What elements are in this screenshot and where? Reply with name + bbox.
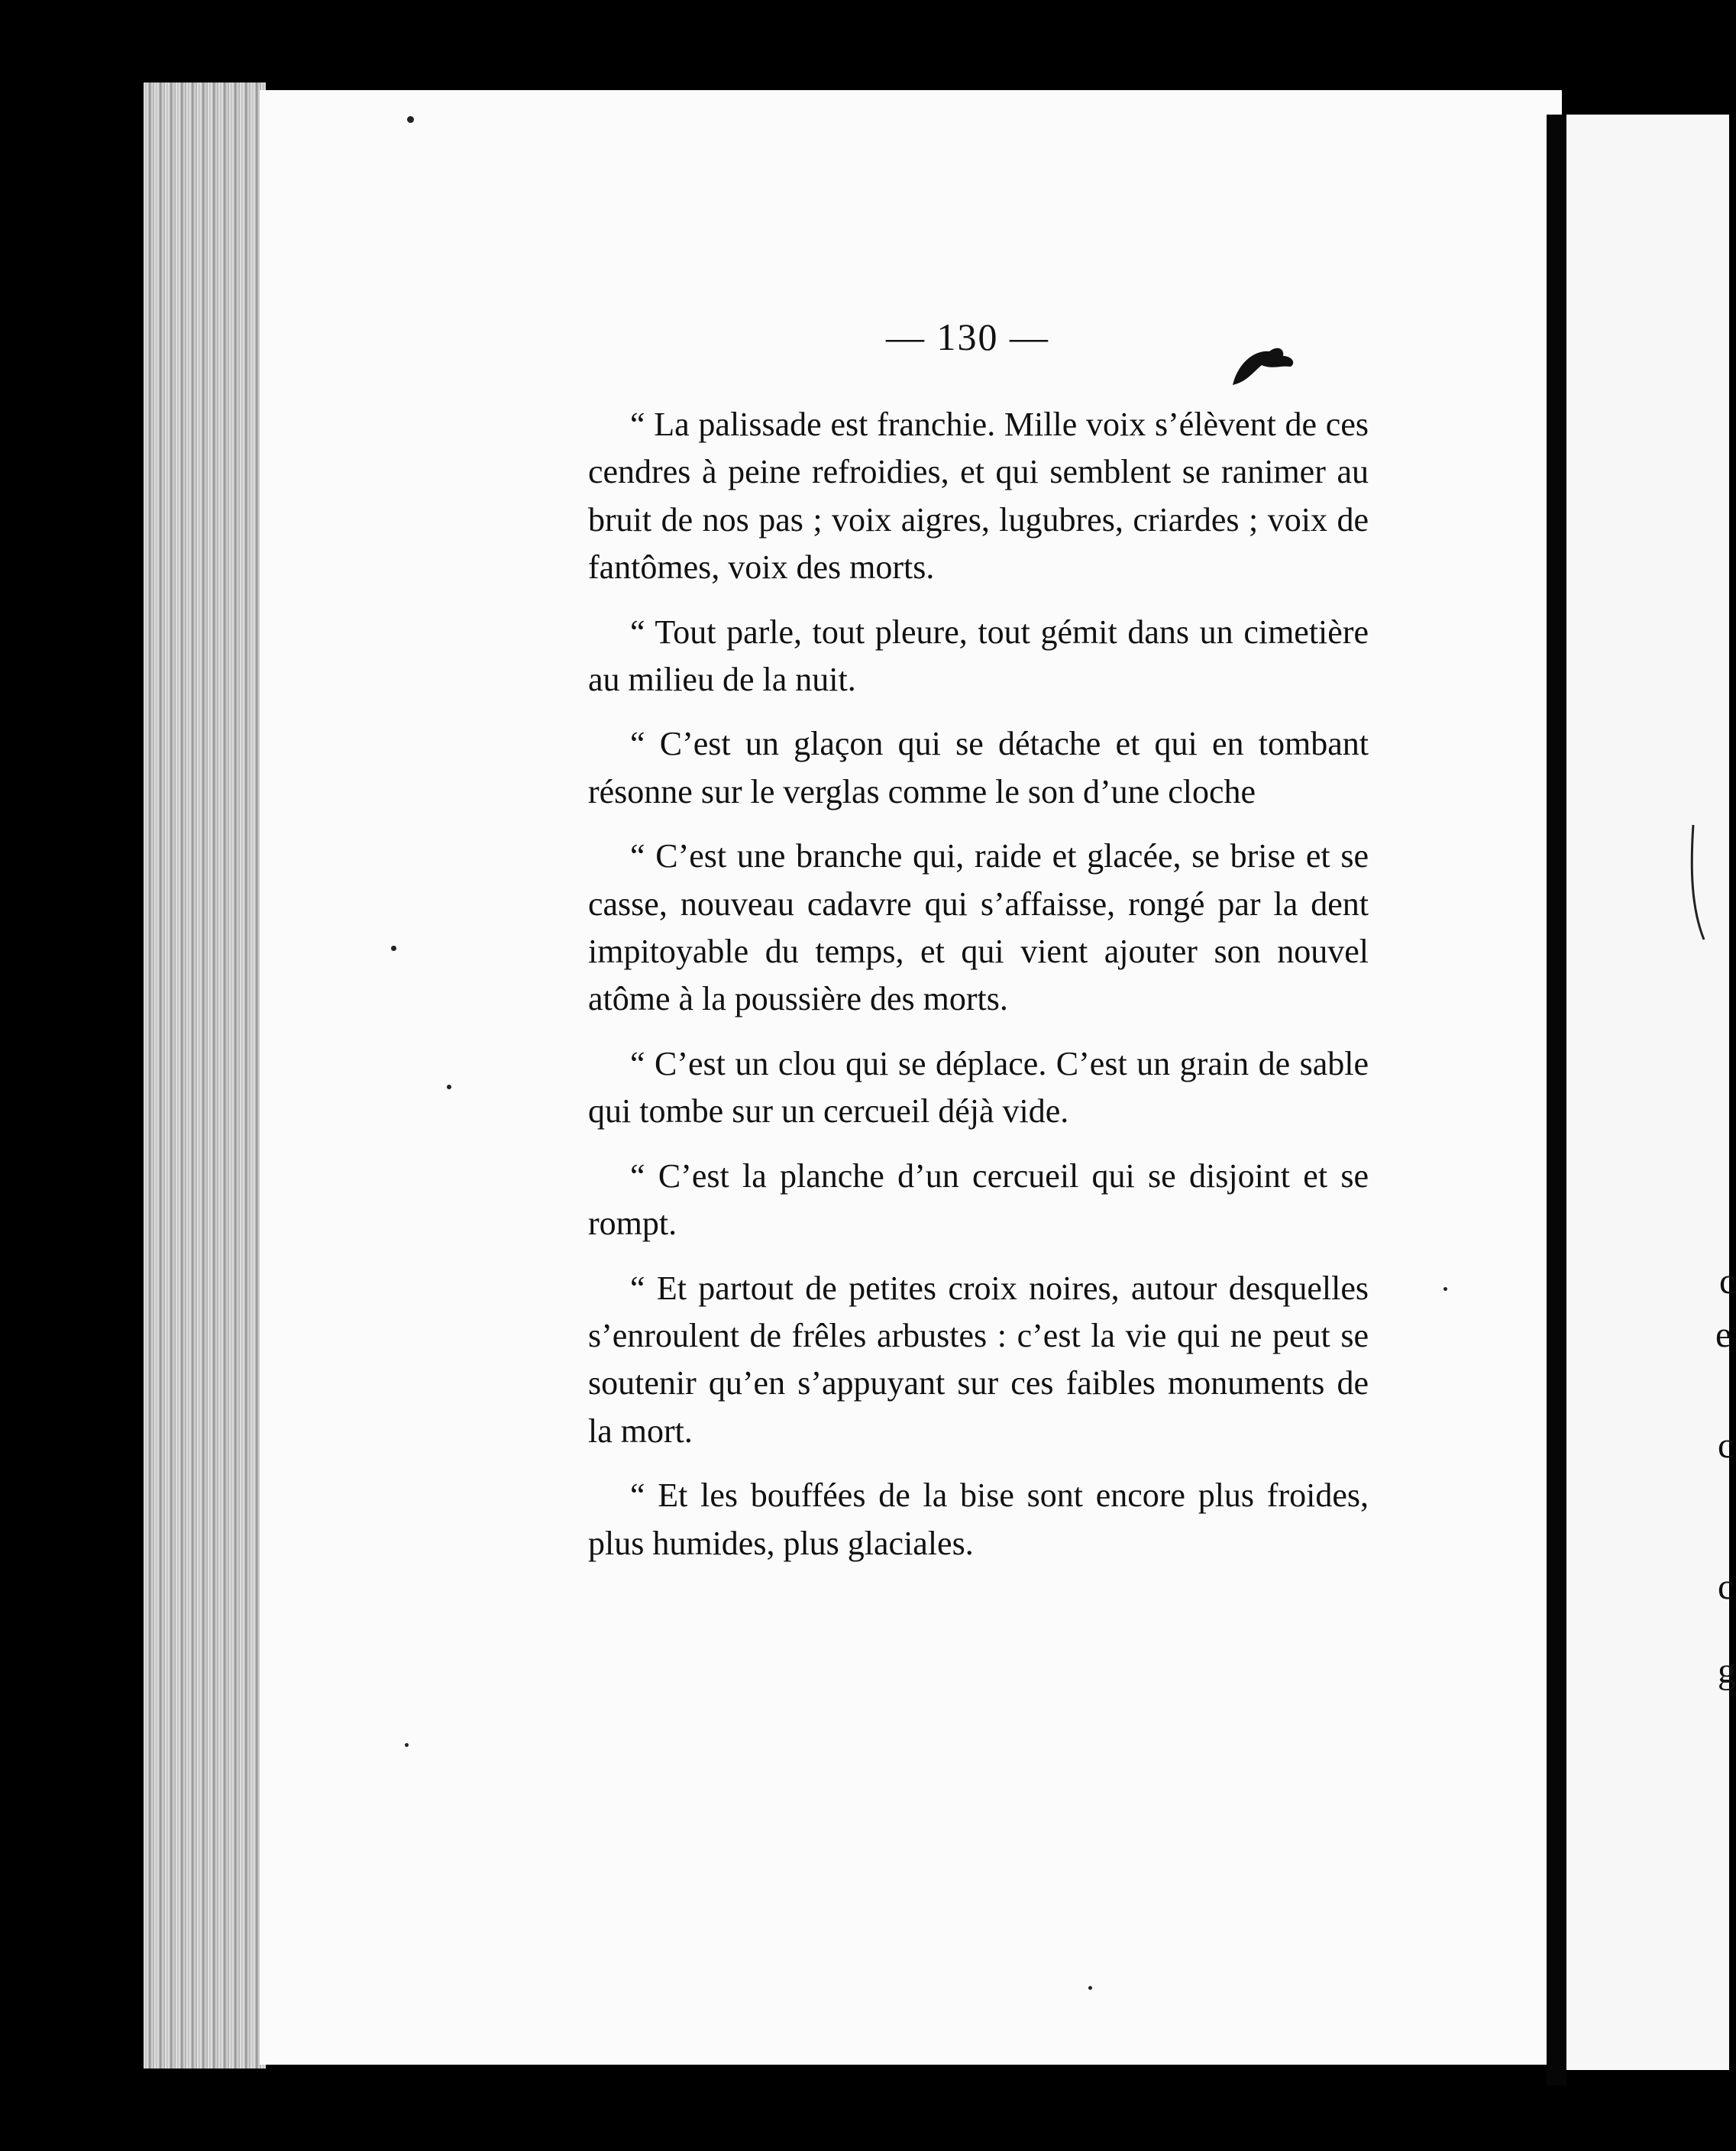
dust-speck bbox=[407, 116, 414, 123]
facing-page-mark bbox=[1689, 825, 1712, 947]
paragraph: “ C’est un glaçon qui se détache et qui en tombant résonne sur le verglas comme le son d’une cloche bbox=[588, 725, 1369, 810]
facing-letter: c bbox=[1719, 1261, 1736, 1302]
dust-speck bbox=[1443, 1287, 1447, 1291]
paragraph: “ Et partout de petites croix noires, autour desquelles s’enroulent de frêles arbustes : c’est la vie qui ne peut se soutenir qu’en s’appuyant sur ces faibles monuments de la mort. bbox=[588, 1269, 1369, 1450]
book-gutter bbox=[1547, 115, 1566, 2085]
paragraph: “ C’est la planche d’un cercueil qui se disjoint et se rompt. bbox=[588, 1156, 1369, 1243]
paragraph: “ Tout parle, tout pleure, tout gémit dans un cimetière au milieu de la nuit. bbox=[588, 613, 1369, 699]
facing-letter: c bbox=[1718, 1567, 1734, 1607]
paragraph: “ C’est un clou qui se déplace. C’est un grain de sable qui tombe sur un cercueil déjà vide. bbox=[588, 1044, 1369, 1130]
paragraph: “ C’est une branche qui, raide et glacée, se brise et se casse, nouveau cadavre qui s’affaisse, rongé par la dent impitoyable du temps, et qui vient ajouter son nouvel atôme à la poussière des morts. bbox=[588, 837, 1369, 1018]
dust-speck bbox=[447, 1085, 451, 1089]
paragraph: “ Et les bouffées de la bise sont encore plus froides, plus humides, plus glaciales. bbox=[588, 1477, 1369, 1562]
page-number: — 130 — bbox=[886, 315, 1049, 358]
paragraph: “ La palissade est franchie. Mille voix s’élèvent de ces cendres à peine refroidies, et qui semblent se ranimer au bruit de nos pas ; voix aigres, lugubres, criardes ; voix de fantômes, voix des morts. bbox=[588, 406, 1369, 587]
page-edges bbox=[144, 82, 266, 2069]
facing-letter: c bbox=[1718, 1425, 1734, 1466]
dust-speck bbox=[405, 1743, 409, 1747]
body-text bbox=[588, 401, 1369, 1584]
facing-letter: g bbox=[1718, 1651, 1736, 1691]
facing-page bbox=[1566, 115, 1736, 2070]
ink-blot bbox=[1230, 342, 1297, 390]
dust-speck bbox=[1088, 1986, 1092, 1990]
dust-speck bbox=[391, 946, 396, 951]
facing-letter: e bbox=[1715, 1315, 1732, 1355]
